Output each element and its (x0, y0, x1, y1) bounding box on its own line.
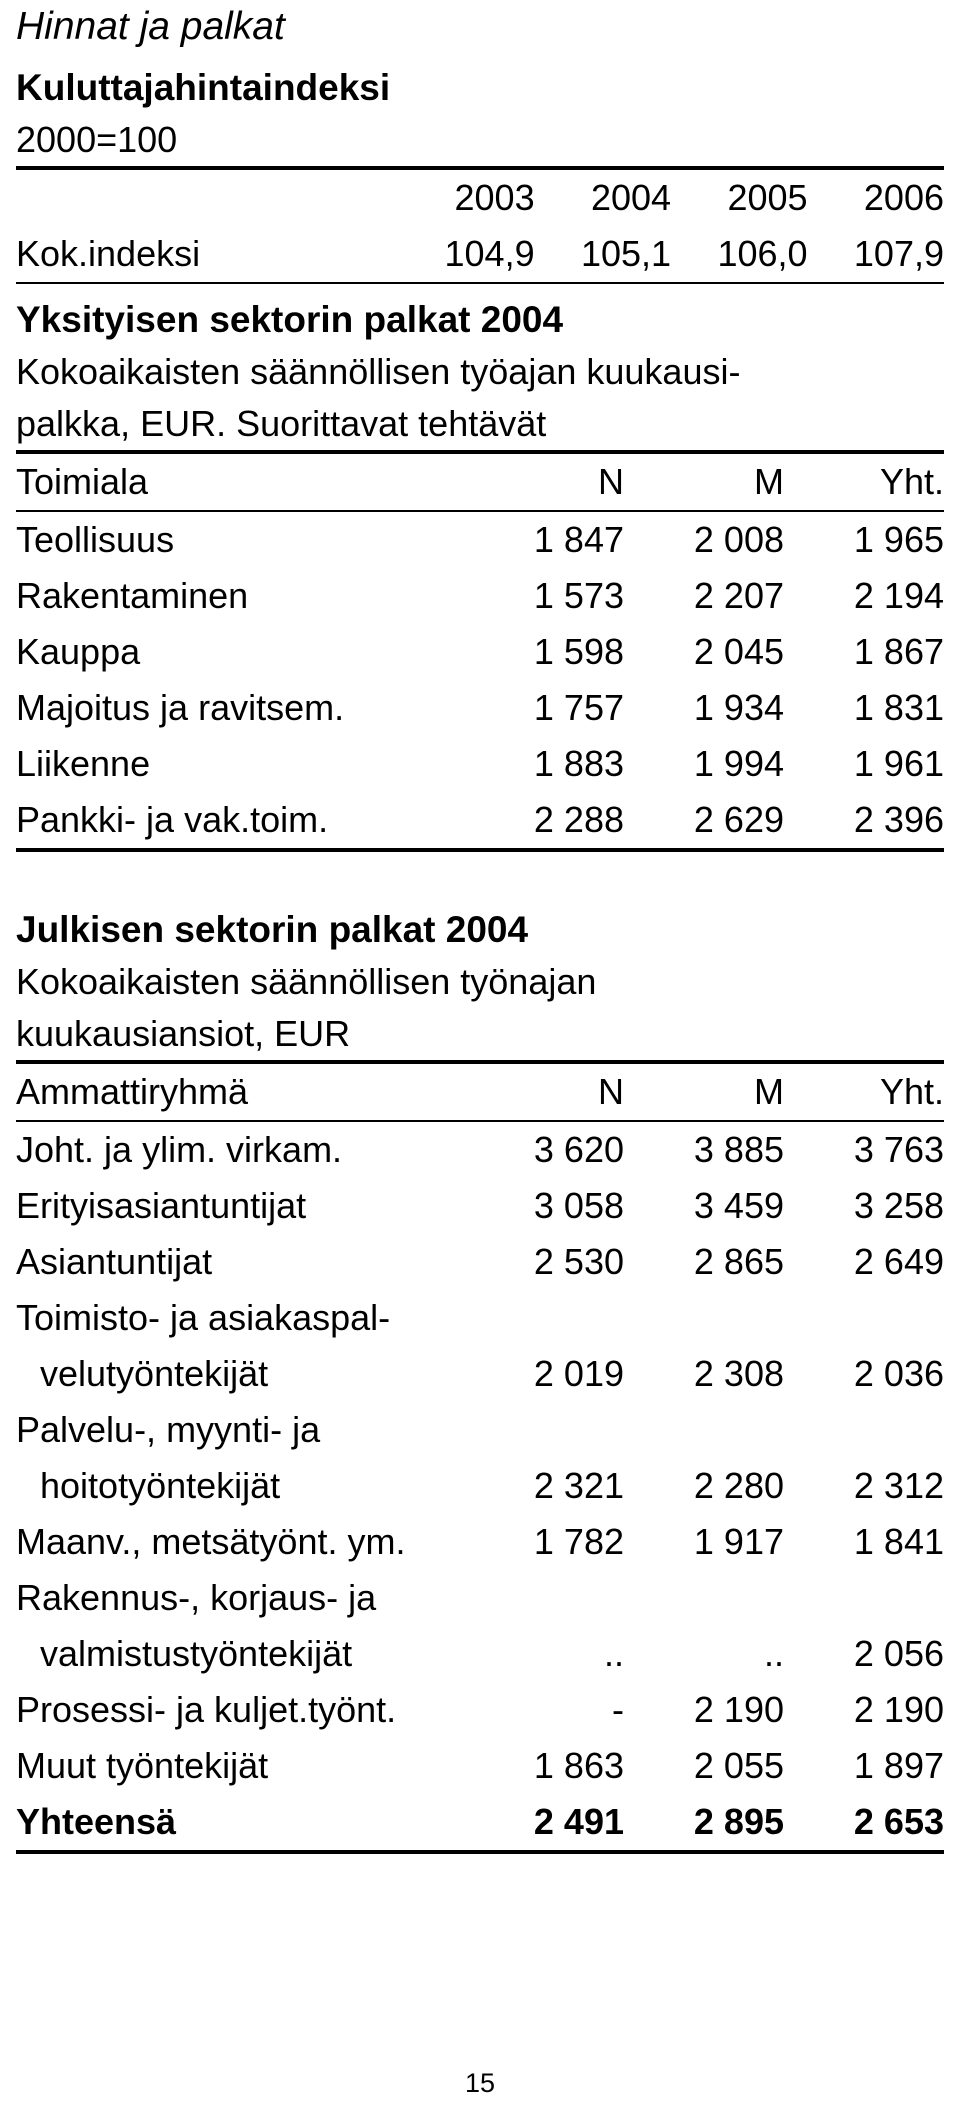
value-yht: 2 312 (853, 1465, 944, 1506)
total-m: 2 895 (693, 1801, 784, 1842)
document-page (16, 0, 944, 1854)
value-m: 2 629 (693, 799, 784, 840)
value-yht: 2 194 (853, 575, 944, 616)
section-heading: Hinnat ja palkat (16, 5, 285, 48)
value-n: 1 863 (533, 1745, 624, 1786)
value-yht: 2 036 (853, 1353, 944, 1394)
private-title: Yksityisen sektorin palkat 2004 (16, 299, 564, 340)
value-yht: 1 897 (853, 1745, 944, 1786)
table-row (16, 1682, 944, 1738)
cpi-title: Kuluttajahintaindeksi (16, 67, 391, 108)
value-n: 3 620 (533, 1129, 624, 1170)
value-m: 2 308 (693, 1353, 784, 1394)
value-yht: 2 190 (853, 1689, 944, 1730)
total-n: 2 491 (533, 1801, 624, 1842)
table-row (16, 1514, 944, 1570)
row-label: Liikenne (16, 743, 151, 784)
page-number: 15 (464, 2068, 496, 2098)
private-desc-line1: Kokoaikaisten säännöllisen työajan kuukausi- (16, 351, 741, 392)
cpi-year: 2005 (727, 177, 808, 218)
public-header-n: N (598, 1071, 624, 1112)
value-m: .. (763, 1633, 784, 1674)
value-m: 1 917 (693, 1521, 784, 1562)
value-yht: 2 056 (853, 1633, 944, 1674)
row-label-line1: Toimisto- ja asiakaspal- (16, 1297, 391, 1338)
table-row (16, 568, 944, 624)
row-label: valmistustyöntekijät (40, 1633, 353, 1674)
row-label: Erityisasiantuntijat (16, 1185, 307, 1226)
total-yht: 2 653 (853, 1801, 944, 1842)
private-header-m: M (754, 461, 784, 502)
public-header-row (16, 1064, 944, 1120)
value-m: 2 207 (693, 575, 784, 616)
cpi-value-row (16, 226, 944, 282)
row-label: Kauppa (16, 631, 141, 672)
row-label: Maanv., metsätyönt. ym. (16, 1521, 406, 1562)
table-row-label-continuation (16, 1290, 944, 1346)
value-n: 1 573 (533, 575, 624, 616)
cpi-row-label: Kok.indeksi (16, 233, 201, 274)
private-desc-line2: palkka, EUR. Suorittavat tehtävät (16, 403, 547, 444)
value-m: 2 280 (693, 1465, 784, 1506)
table-row (16, 1122, 944, 1178)
table-row (16, 1178, 944, 1234)
total-label: Yhteensä (16, 1801, 177, 1842)
row-label: Prosessi- ja kuljet.työnt. (16, 1689, 397, 1730)
value-n: 1 847 (533, 519, 624, 560)
value-n: 1 883 (533, 743, 624, 784)
table-row-label-continuation (16, 1402, 944, 1458)
total-row (16, 1794, 944, 1850)
value-yht: 1 961 (853, 743, 944, 784)
value-m: 2 190 (693, 1689, 784, 1730)
private-header-label: Toimiala (16, 461, 149, 502)
value-n: .. (603, 1633, 624, 1674)
value-yht: 1 841 (853, 1521, 944, 1562)
row-label-line1: Palvelu-, myynti- ja (16, 1409, 321, 1450)
table-row (16, 736, 944, 792)
value-m: 3 459 (693, 1185, 784, 1226)
public-header-label: Ammattiryhmä (16, 1071, 249, 1112)
cpi-value: 104,9 (444, 233, 535, 274)
cpi-value: 105,1 (580, 233, 672, 274)
table-row (16, 680, 944, 736)
row-label: Pankki- ja vak.toim. (16, 799, 329, 840)
value-n: 1 757 (533, 687, 624, 728)
public-desc-line2: kuukausiansiot, EUR (16, 1013, 351, 1054)
value-n: 2 321 (533, 1465, 624, 1506)
value-m: 2 008 (693, 519, 784, 560)
table-row (16, 512, 944, 568)
row-label: Asiantuntijat (16, 1241, 213, 1282)
private-header-row (16, 454, 944, 510)
value-n: 2 288 (533, 799, 624, 840)
table-row (16, 792, 944, 848)
value-n: 2 019 (533, 1353, 624, 1394)
cpi-year: 2004 (590, 177, 672, 218)
value-m: 1 934 (693, 687, 784, 728)
row-label: Joht. ja ylim. virkam. (16, 1129, 343, 1170)
value-n: 2 530 (533, 1241, 624, 1282)
row-label: Rakentaminen (16, 575, 249, 616)
row-label: velutyöntekijät (40, 1353, 269, 1394)
table-row (16, 1738, 944, 1794)
private-header-n: N (598, 461, 624, 502)
table-row (16, 1458, 944, 1514)
value-yht: 1 867 (853, 631, 944, 672)
cpi-year: 2003 (454, 177, 535, 218)
cpi-year: 2006 (863, 177, 944, 218)
public-title: Julkisen sektorin palkat 2004 (16, 909, 529, 950)
cpi-value: 106,0 (717, 233, 808, 274)
value-m: 3 885 (693, 1129, 784, 1170)
value-n: 1 598 (533, 631, 624, 672)
value-yht: 2 396 (853, 799, 944, 840)
row-label: Teollisuus (16, 519, 175, 560)
value-yht: 1 831 (853, 687, 944, 728)
table-row-label-continuation (16, 1570, 944, 1626)
row-label: hoitotyöntekijät (40, 1465, 281, 1506)
table-row (16, 1234, 944, 1290)
public-header-yht: Yht. (879, 1071, 944, 1112)
cpi-base: 2000=100 (16, 119, 178, 160)
row-label: Majoitus ja ravitsem. (16, 687, 345, 728)
private-header-yht: Yht. (879, 461, 944, 502)
value-n: - (612, 1689, 624, 1730)
row-label-line1: Rakennus-, korjaus- ja (16, 1577, 377, 1618)
value-m: 2 865 (693, 1241, 784, 1282)
value-yht: 1 965 (853, 519, 944, 560)
value-n: 3 058 (533, 1185, 624, 1226)
value-yht: 3 258 (853, 1185, 944, 1226)
public-bottom-rule (16, 1850, 944, 1854)
value-yht: 3 763 (853, 1129, 944, 1170)
row-label: Muut työntekijät (16, 1745, 269, 1786)
public-desc-line1: Kokoaikaisten säännöllisen työnajan (16, 961, 597, 1002)
value-m: 1 994 (693, 743, 784, 784)
table-row (16, 1626, 944, 1682)
value-m: 2 055 (693, 1745, 784, 1786)
value-yht: 2 649 (853, 1241, 944, 1282)
table-row (16, 1346, 944, 1402)
cpi-value: 107,9 (853, 233, 944, 274)
public-header-m: M (754, 1071, 784, 1112)
cpi-year-header-row (16, 170, 944, 226)
value-m: 2 045 (693, 631, 784, 672)
value-n: 1 782 (533, 1521, 624, 1562)
cpi-header-blank (16, 170, 398, 226)
table-row (16, 624, 944, 680)
